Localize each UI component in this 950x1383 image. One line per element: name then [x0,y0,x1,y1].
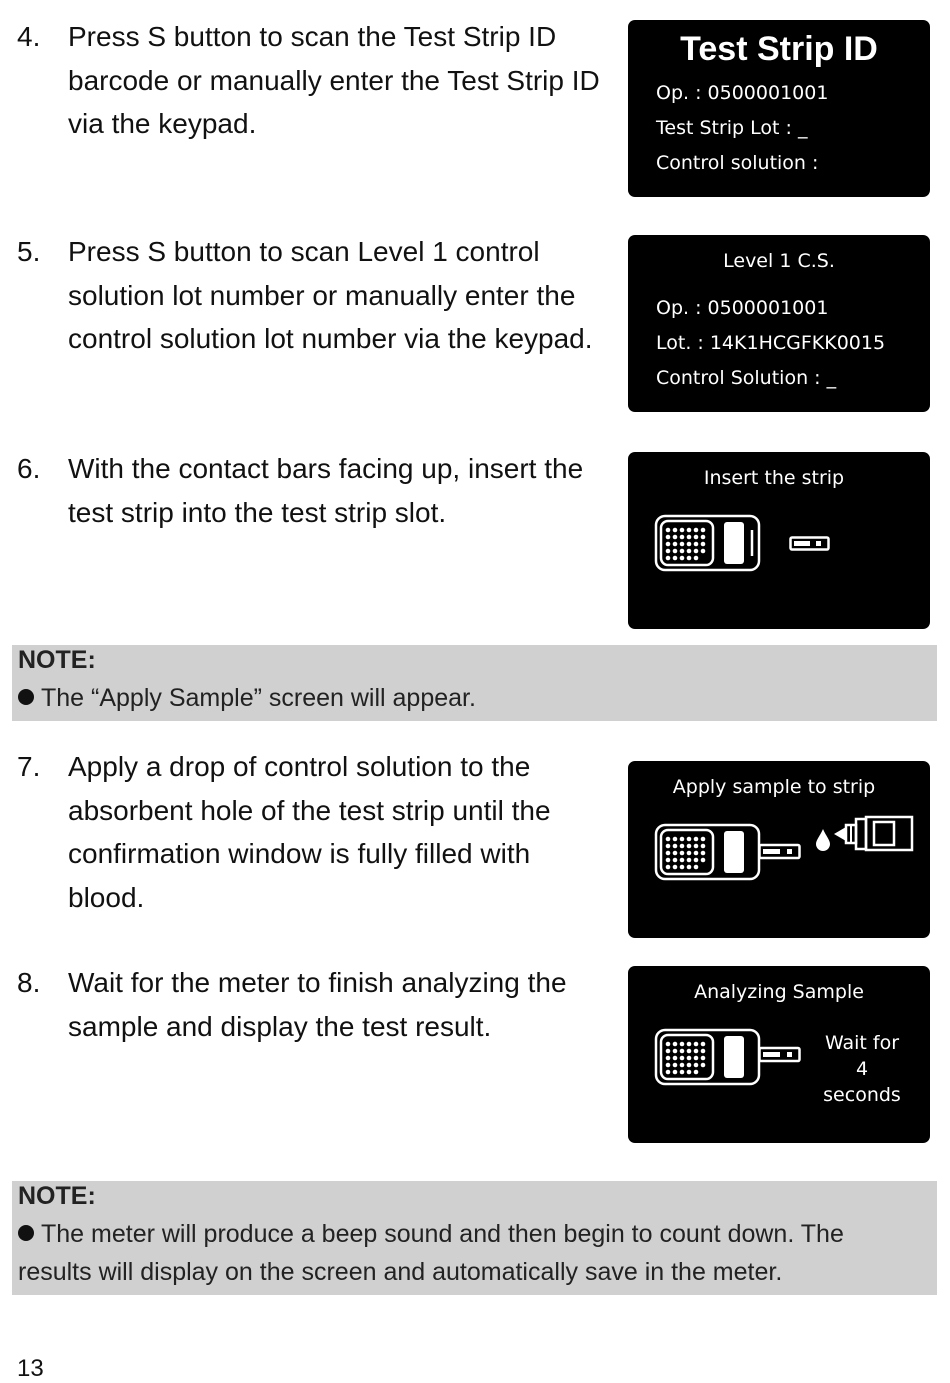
screen-apply-sample [628,761,930,938]
test-strip-icon [758,843,803,861]
countdown-number: 4 [855,1058,869,1080]
note-text: The meter will produce a beep sound and then begin to count down. The results will display on the screen and automatically save in the meter. [18,1220,844,1286]
control-text: Control Solution : _ [656,367,837,389]
meter-icon [654,514,764,572]
screen-analyzing [628,966,930,1143]
step-text: Press S button to scan the Test Strip ID barcode or manually enter the Test Strip ID via the keypad. [68,21,600,139]
note-box [12,1181,937,1295]
note-item [18,679,918,717]
step-number: 7. [17,751,41,782]
operator-text: Op. : 0500001001 [656,82,829,104]
note-title: NOTE: [18,1182,96,1210]
screen-level1 [628,235,930,412]
screen-title: Test Strip ID [680,30,878,68]
meter-icon [654,1028,764,1086]
lot-text: Lot. : 14K1HCGFKK0015 [656,332,886,354]
bullet-icon [18,1225,34,1241]
screen-title: Level 1 C.S. [723,250,835,272]
lot-text: Test Strip Lot : _ [656,117,808,139]
note-box [12,645,937,721]
wait-text: Wait for [824,1032,900,1054]
screen-title: Analyzing Sample [694,981,864,1003]
step-text: Press S button to scan Level 1 control solution lot number or manually enter the control solution lot number via the keypad. [68,236,593,354]
test-strip-icon [758,1046,803,1064]
bullet-icon [18,689,34,705]
meter-icon [654,823,764,881]
test-strip-icon [789,536,831,552]
control-solution-bottle-icon [832,815,916,853]
screen-insert-strip [628,452,930,629]
operator-text: Op. : 0500001001 [656,297,829,319]
page-number: 13 [17,1355,44,1382]
note-item [18,1215,918,1291]
seconds-text: seconds [823,1084,901,1106]
step-number: 6. [17,453,41,484]
screen-title: Apply sample to strip [672,776,876,798]
step-text: Apply a drop of control solution to the absorbent hole of the test strip until the confirmation window is fully filled with blood. [68,751,551,913]
step-number: 4. [17,21,41,52]
step-text: With the contact bars facing up, insert the test strip into the test strip slot. [68,453,584,528]
step-text: Wait for the meter to finish analyzing the sample and display the test result. [68,967,567,1042]
control-text: Control solution : [656,152,819,174]
step-number: 8. [17,967,41,998]
blood-drop-icon [814,827,832,851]
screen-test-strip-id [628,20,930,197]
screen-title: Insert the strip [703,467,845,489]
note-text: The “Apply Sample” screen will appear. [41,684,476,712]
note-title: NOTE: [18,646,96,674]
step-number: 5. [17,236,41,267]
